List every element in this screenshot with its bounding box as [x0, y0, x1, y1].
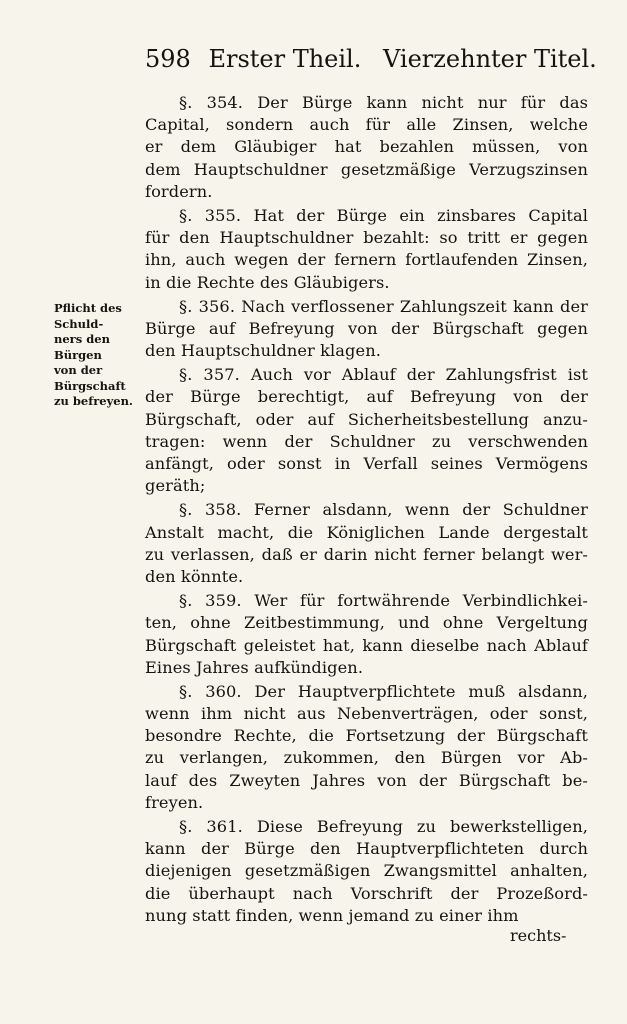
text-line: §. 359. Wer für fortwährende Verbindlichkei-	[179, 591, 588, 611]
text-line: der Bürge berechtigt, auf Befreyung von der	[145, 387, 588, 407]
text-line: lauf des Zweyten Jahres von der Bürgschaft be-	[145, 770, 588, 790]
text-line: §. 357. Auch vor Ablauf der Zahlungsfrist ist	[179, 365, 588, 385]
text-line: Bürge auf Befreyung von der Bürgschaft gegen	[145, 318, 588, 338]
running-header	[145, 44, 597, 74]
margin-note-line: Schuld-	[54, 316, 104, 331]
text-line: für den Hauptschuldner bezahlt: so tritt er gegen	[145, 228, 588, 248]
section-title: Vierzehnter Titel.	[383, 45, 597, 73]
text-line: Eines Jahres aufkündigen.	[145, 657, 364, 677]
part-title: Erster Theil.	[208, 45, 362, 73]
text-line: Bürgschaft, oder auf Sicherheitsbestellung anzu-	[145, 409, 588, 429]
margin-note	[54, 301, 142, 410]
page-number: 598	[145, 45, 191, 73]
text-line: Anstalt macht, die Königlichen Lande dergestalt	[145, 522, 588, 542]
text-line: er dem Gläubiger hat bezahlen müssen, von	[145, 137, 588, 157]
text-line: wenn ihm nicht aus Nebenverträgen, oder sonst,	[145, 704, 588, 724]
text-line: kann der Bürge den Hauptverpflichteten durch	[145, 839, 588, 859]
text-line: besondre Rechte, die Fortsetzung der Bürgschaft	[145, 726, 588, 746]
margin-note-line: Bürgen	[54, 347, 102, 362]
text-line: zu verlassen, daß er darin nicht ferner belangt wer-	[145, 544, 588, 564]
text-line: in die Rechte des Gläubigers.	[145, 272, 390, 292]
margin-note-line: Pflicht des	[54, 301, 122, 315]
text-line: §. 358. Ferner alsdann, wenn der Schuldner	[179, 500, 588, 520]
text-line: den Hauptschuldner klagen.	[145, 341, 381, 361]
margin-note-line: Bürgschaft	[54, 378, 126, 393]
margin-note-line: zu befreyen.	[54, 394, 133, 408]
text-line: nung statt finden, wenn jemand zu einer ihm	[145, 905, 519, 925]
paragraph	[145, 681, 588, 814]
text-line: §. 360. Der Hauptverpflichtete muß alsdann,	[179, 681, 588, 701]
text-line: dem Hauptschuldner gesetzmäßige Verzugszinsen	[145, 159, 588, 179]
paragraph	[145, 816, 588, 927]
text-line: Capital, sondern auch für alle Zinsen, welche	[145, 115, 588, 135]
text-line: Bürgschaft geleistet hat, kann dieselbe nach Ablauf	[145, 635, 588, 655]
catchword: rechts-	[510, 926, 567, 945]
text-line: §. 354. Der Bürge kann nicht nur für das	[179, 93, 588, 112]
paragraph	[145, 499, 588, 588]
text-line: zu verlangen, zukommen, den Bürgen vor Ab-	[145, 748, 588, 768]
text-line: freyen.	[145, 792, 204, 812]
text-line: §. 361. Diese Befreyung zu bewerkstelligen,	[179, 817, 588, 836]
text-line: fordern.	[145, 181, 213, 201]
text-line: den könnte.	[145, 566, 244, 586]
margin-note-line: von der	[54, 363, 103, 377]
text-line: anfängt, oder sonst in Verfall seines Vermögens	[145, 454, 588, 473]
text-line: ten, ohne Zeitbestimmung, und ohne Vergeltung	[145, 613, 588, 633]
paragraph	[145, 205, 588, 294]
text-line: ihn, auch wegen der fernern fortlaufenden Zinsen,	[145, 250, 588, 270]
text-line: §. 355. Hat der Bürge ein zinsbares Capital	[179, 205, 588, 225]
paragraph	[145, 590, 588, 679]
text-line: die überhaupt nach Vorschrift der Prozeßord-	[145, 883, 588, 903]
margin-note-line: ners den	[54, 332, 110, 346]
paragraph	[145, 92, 588, 203]
text-line: tragen: wenn der Schuldner zu verschwenden	[145, 431, 588, 451]
text-line: diejenigen gesetzmäßigen Zwangsmittel anhalten,	[145, 861, 588, 881]
paragraph	[145, 364, 588, 497]
text-line: §. 356. Nach verflossener Zahlungszeit kann der	[179, 296, 588, 316]
text-line: geräth;	[145, 476, 206, 496]
body-text	[145, 92, 588, 927]
paragraph	[145, 296, 588, 363]
